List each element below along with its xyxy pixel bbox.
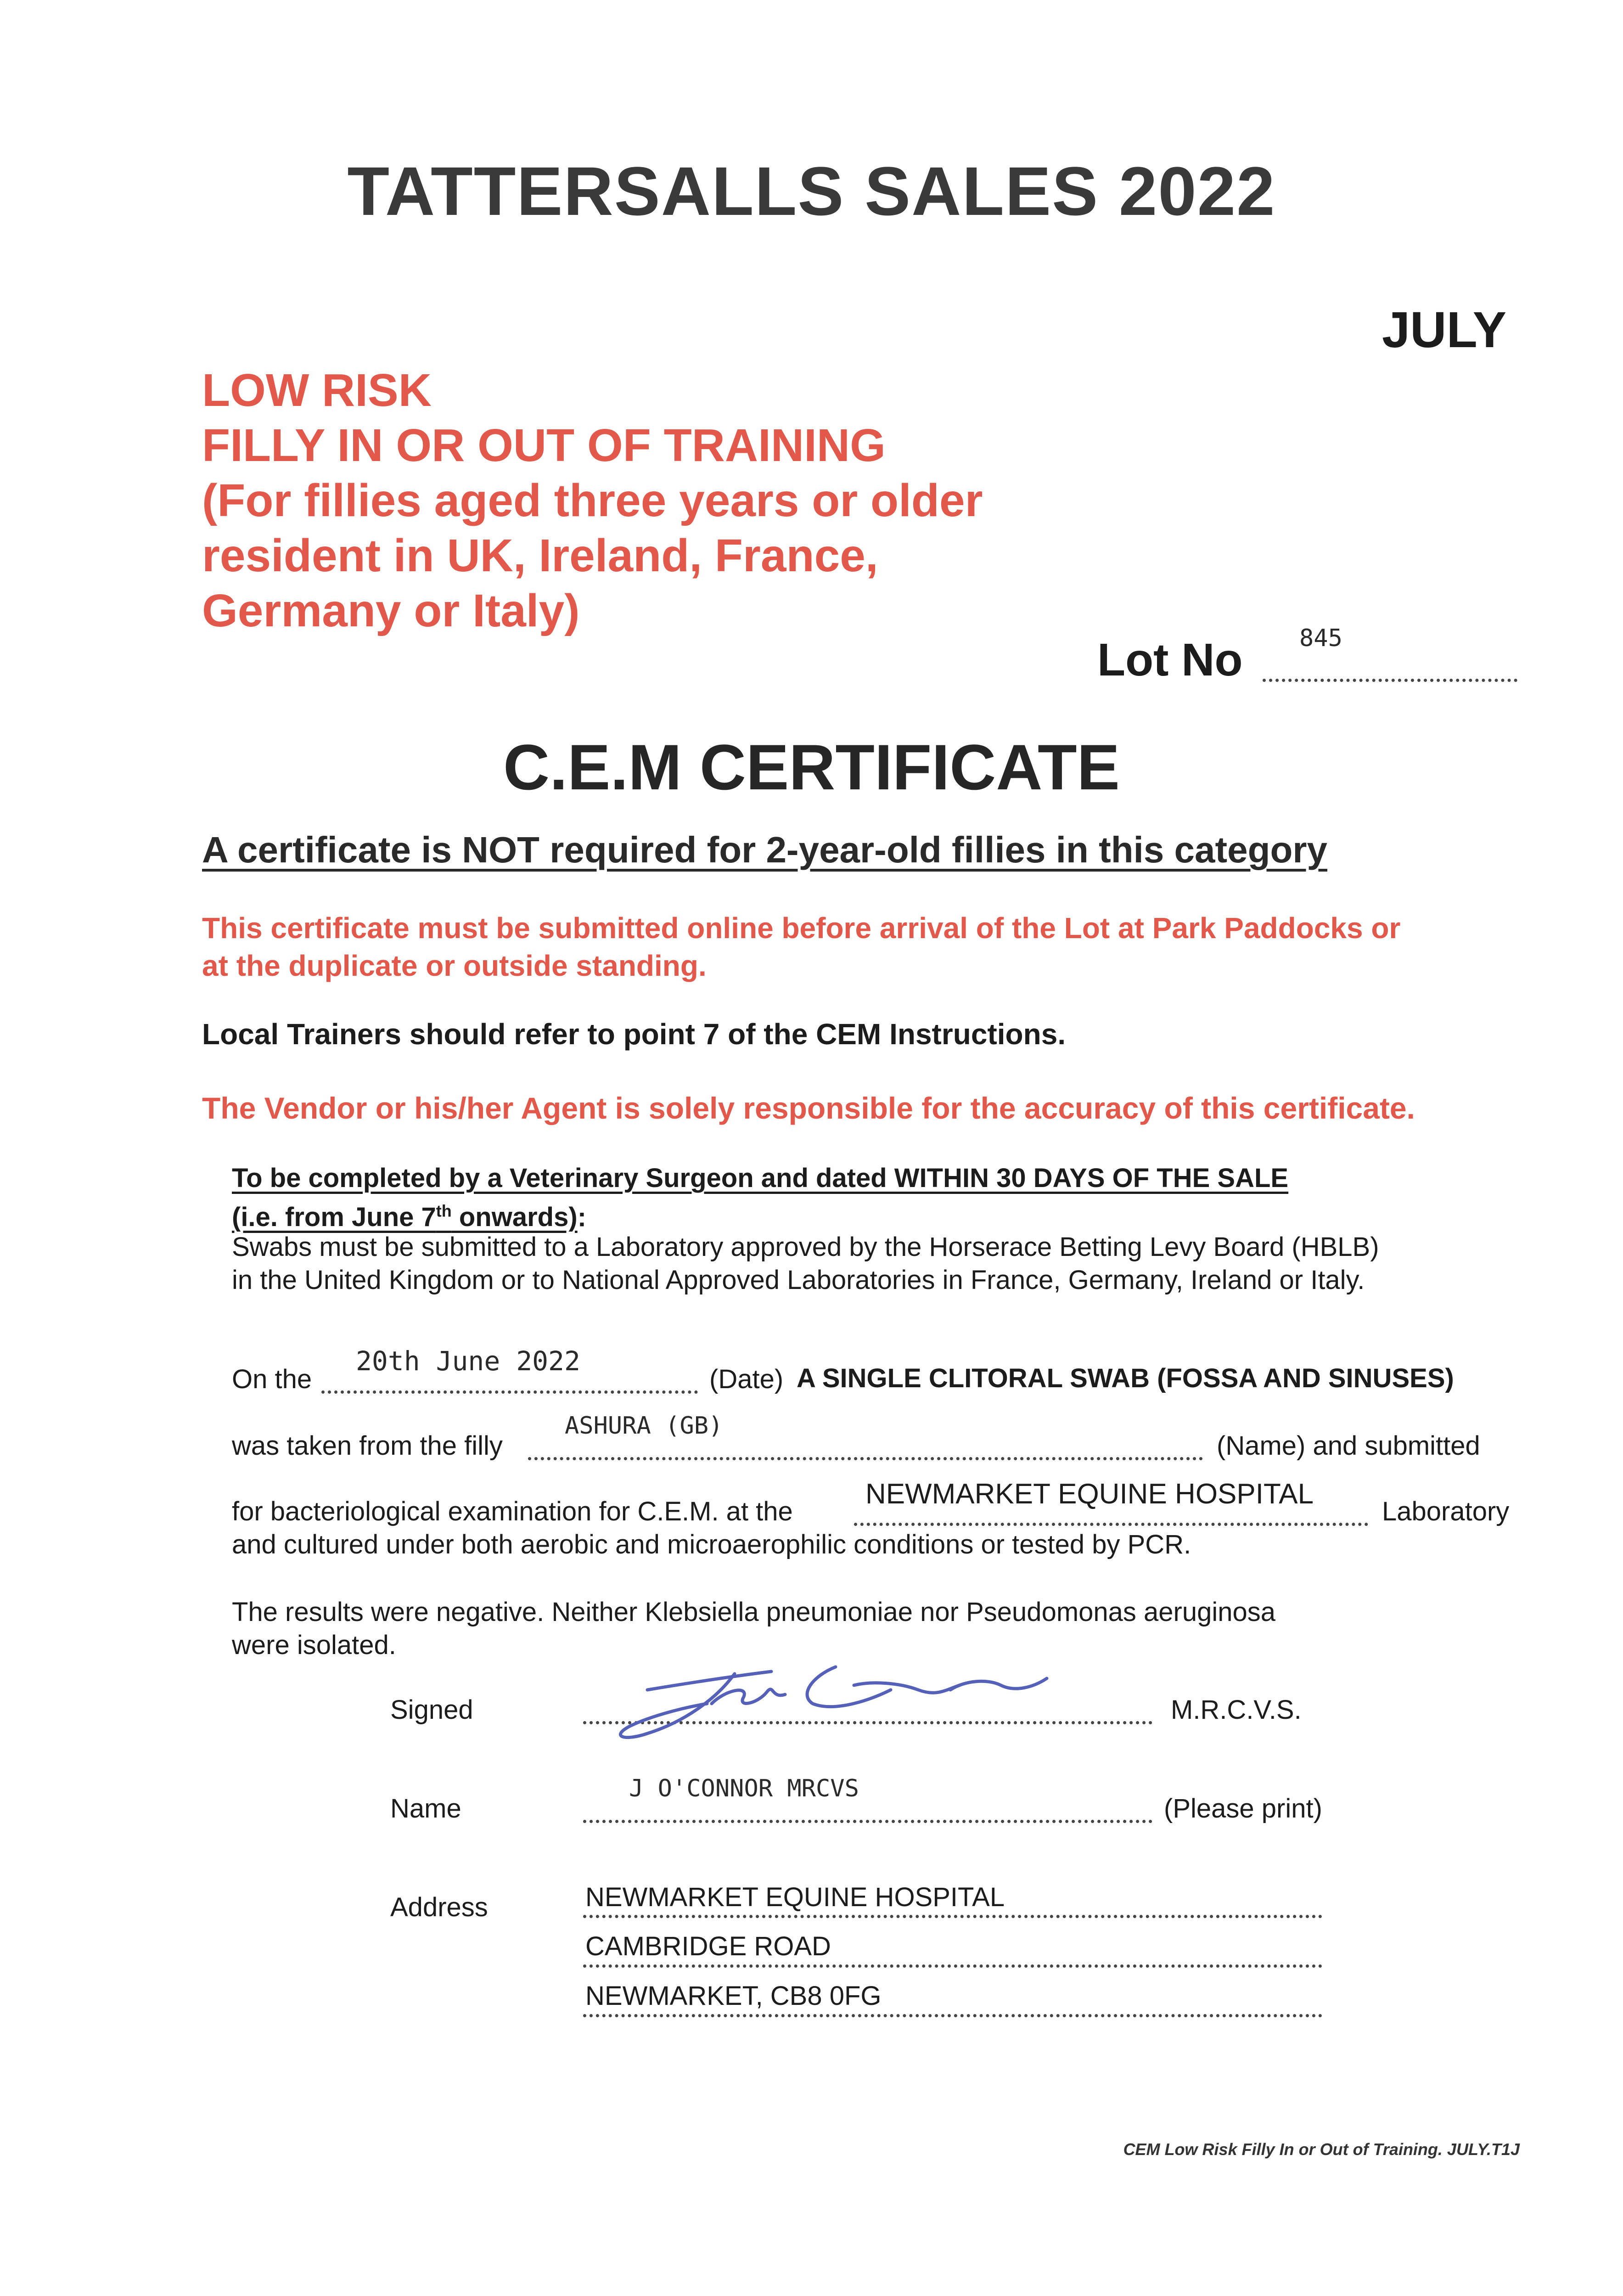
certificate-note: A certificate is NOT required for 2-year-old fillies in this category — [202, 829, 1328, 870]
taken-from-label: was taken from the filly — [232, 1431, 503, 1461]
lot-number: 845 — [1299, 625, 1342, 652]
mrcvs-label: M.R.C.V.S. — [1171, 1695, 1302, 1725]
submission-notice — [202, 909, 1400, 985]
address-line: NEWMARKET, CB8 0FG — [585, 1981, 882, 2011]
exam-label: for bacteriological examination for C.E.M. at the — [232, 1497, 793, 1526]
date-value: 20th June 2022 — [356, 1345, 580, 1377]
culture-statement: and cultured under both aerobic and microaerophilic conditions or tested by PCR. — [232, 1530, 1191, 1559]
lab-name: NEWMARKET EQUINE HOSPITAL — [865, 1478, 1314, 1510]
date-dotted-line — [321, 1390, 698, 1394]
page-title: TATTERSALLS SALES 2022 — [347, 152, 1276, 230]
lot-label: Lot No — [1097, 634, 1243, 686]
laboratory-label: Laboratory — [1382, 1497, 1510, 1526]
category-line: Germany or Italy) — [202, 585, 580, 636]
sale-month: JULY — [1382, 302, 1507, 358]
certificate-title: C.E.M CERTIFICATE — [503, 731, 1120, 803]
swabs-instruction — [232, 1231, 1379, 1297]
submission-notice-line: at the duplicate or outside standing. — [202, 949, 707, 982]
category-block — [202, 363, 983, 638]
vendor-notice: The Vendor or his/her Agent is solely responsible for the accuracy of this certificate. — [202, 1091, 1415, 1125]
date-suffix: (Date) — [709, 1364, 784, 1394]
category-line: FILLY IN OR OUT OF TRAINING — [202, 420, 886, 471]
swab-description: A SINGLE CLITORAL SWAB (FOSSA AND SINUSES) — [797, 1363, 1454, 1393]
name-label: Name — [390, 1794, 461, 1823]
name-dotted-line — [583, 1820, 1152, 1823]
submission-notice-line: This certificate must be submitted online before arrival of the Lot at Park Paddocks or — [202, 912, 1401, 945]
vet-name: J O'CONNOR MRCVS — [629, 1775, 859, 1802]
name-suffix: (Name) and submitted — [1217, 1431, 1480, 1461]
local-trainers-notice: Local Trainers should refer to point 7 of the CEM Instructions. — [202, 1018, 1066, 1051]
on-the-label: On the — [232, 1364, 312, 1394]
address-dotted-line — [583, 1964, 1322, 1968]
lab-dotted-line — [854, 1523, 1368, 1526]
instructions-heading-colon: : — [577, 1202, 587, 1232]
address-line: CAMBRIDGE ROAD — [585, 1931, 831, 1961]
signed-label: Signed — [390, 1695, 473, 1725]
swabs-instruction-line: in the United Kingdom or to National Approved Laboratories in France, Germany, Ireland or Italy. — [232, 1265, 1365, 1295]
instructions-heading-date: (i.e. from June 7 — [232, 1202, 436, 1232]
filly-name: ASHURA (GB) — [565, 1412, 723, 1440]
lot-dotted-line — [1263, 679, 1517, 682]
address-line: NEWMARKET EQUINE HOSPITAL — [585, 1882, 1005, 1912]
signature-scribble — [597, 1635, 1079, 1754]
results-line: The results were negative. Neither Klebsiella pneumoniae nor Pseudomonas aeruginosa — [232, 1597, 1276, 1627]
swabs-instruction-line: Swabs must be submitted to a Laboratory approved by the Horserace Betting Levy Board (HBLB) — [232, 1232, 1379, 1262]
ordinal-suffix: th — [436, 1202, 452, 1221]
results-line: were isolated. — [232, 1630, 396, 1660]
filly-dotted-line — [528, 1457, 1203, 1460]
please-print-label: (Please print) — [1164, 1794, 1322, 1823]
category-line: (For fillies aged three years or older — [202, 475, 983, 526]
instructions-heading-end: onwards) — [451, 1202, 578, 1232]
address-dotted-line — [583, 1915, 1322, 1918]
instructions-heading-line: To be completed by a Veterinary Surgeon and dated WITHIN 30 DAYS OF THE SALE — [232, 1163, 1289, 1193]
category-line: resident in UK, Ireland, France, — [202, 530, 878, 581]
category-line: LOW RISK — [202, 365, 432, 416]
address-label: Address — [390, 1892, 488, 1922]
address-dotted-line — [583, 2014, 1322, 2017]
instructions-heading — [232, 1162, 1288, 1234]
footer-reference: CEM Low Risk Filly In or Out of Training. JULY.T1J — [1123, 2140, 1520, 2159]
